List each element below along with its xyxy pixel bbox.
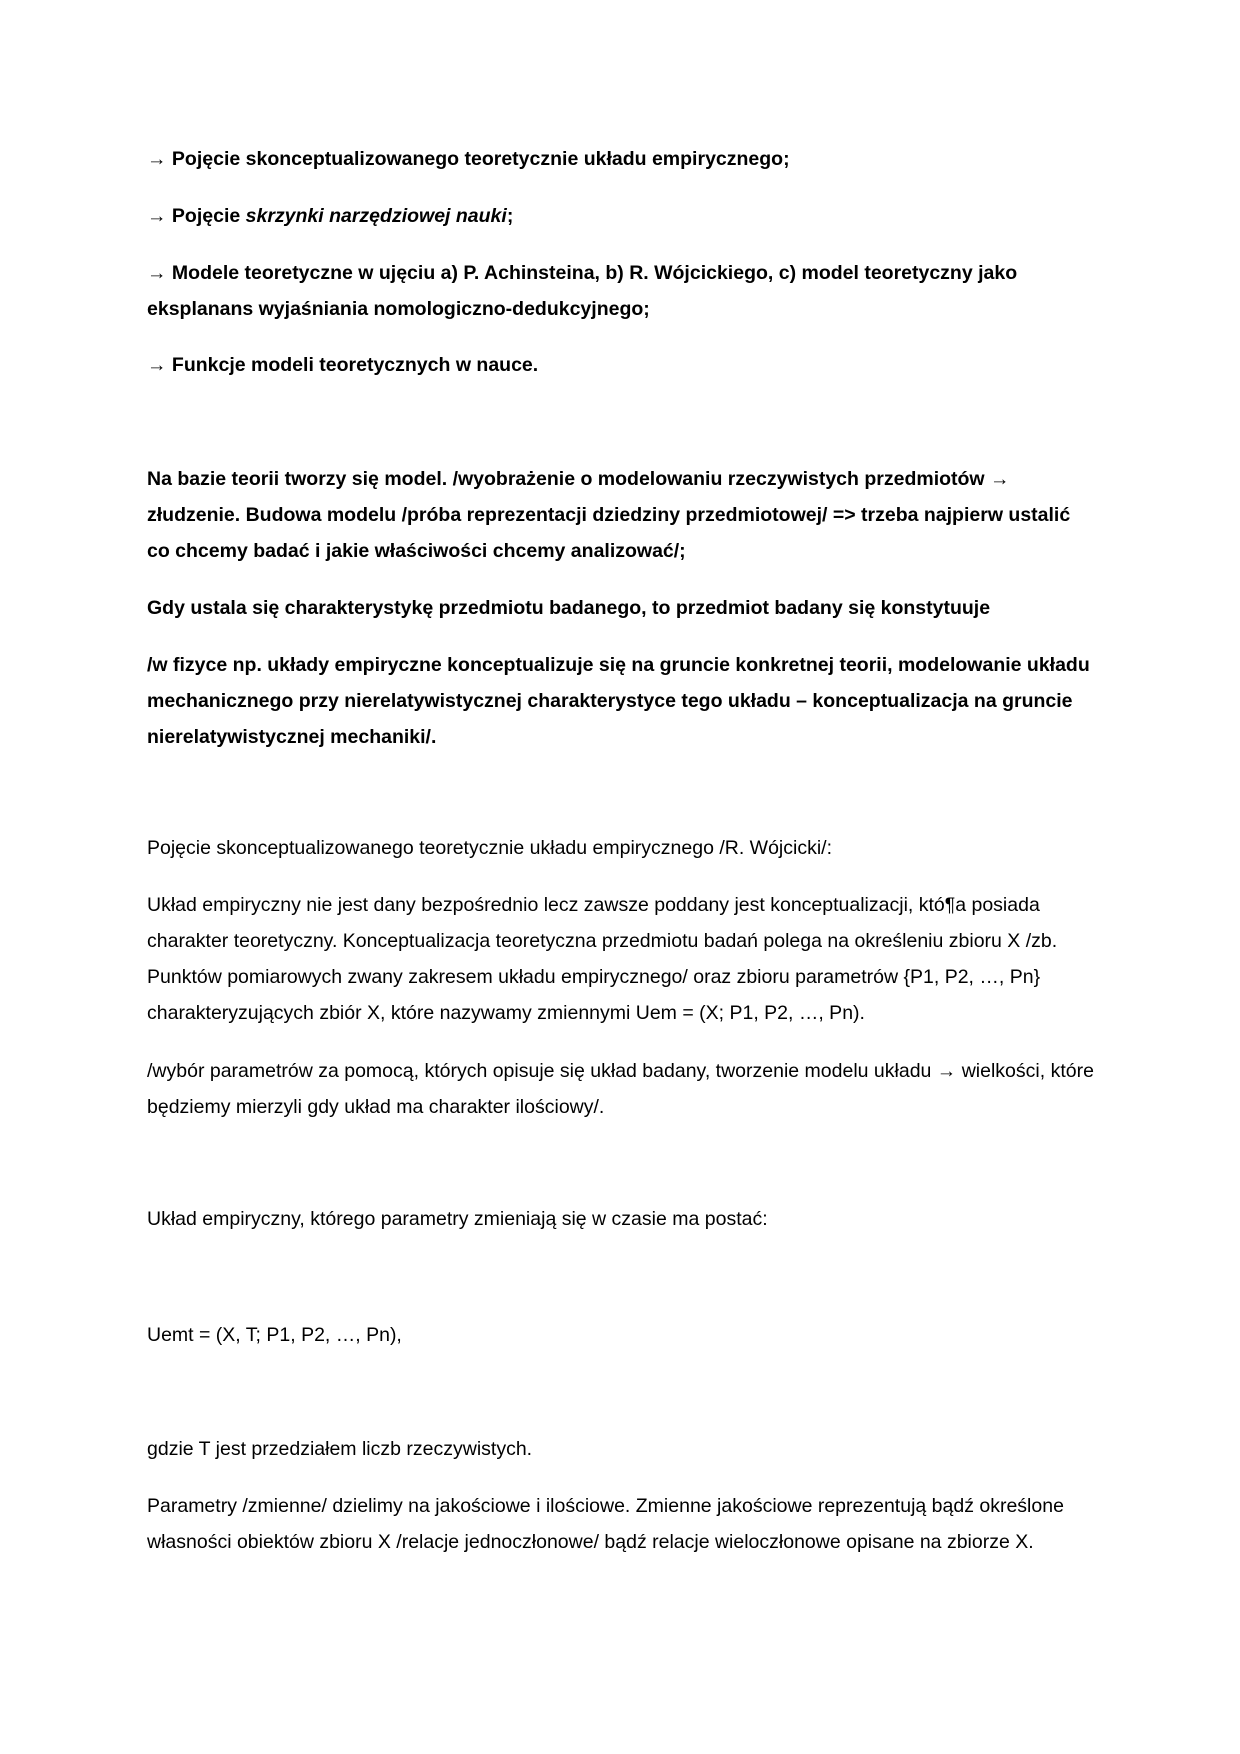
bullet-2-prefix: → Pojęcie [147,205,246,227]
bullet-2-suffix: ; [506,205,514,227]
bullet-4: → Funkcje modeli teoretycznych w nauce. [147,354,539,376]
paragraph-empirical-system: Układ empiryczny nie jest dany bezpośrednio lecz zawsze poddany jest konceptualizacji, któ¶a posiada charakter teoretyczny. Konceptualizacja teoretyczna przedmiotu badań polega na określeniu zbioru X /zb. Punktów pomiarowych zwany zakresem układu empirycznego/ oraz zbioru parametrów {P1, P2, …, Pn} charakteryzujących zbiór X, które nazywamy zmiennymi Uem = (X; P1, P2, …, Pn). [147,894,1058,1024]
paragraph-t-definition: gdzie T jest przedziałem liczb rzeczywistych. [147,1438,533,1460]
bullet-2-italic: skrzynki narzędziowej nauki [245,205,507,227]
formula-uemt: Uemt = (X, T; P1, P2, …, Pn), [147,1324,402,1346]
paragraph-model-basis: Na bazie teorii tworzy się model. /wyobrażenie o modelowaniu rzeczywistych przedmiotów → złudzenie. Budowa modelu /próba reprezentacji dziedziny przedmiotowej/ => trzeba najpierw ustalić co chcemy badać i jakie właściwości chcemy analizować/; [147,468,1071,562]
bullet-1: → Pojęcie skonceptualizowanego teoretycznie układu empirycznego; [147,148,790,170]
bullet-3: → Modele teoretyczne w ujęciu a) P. Achinsteina, b) R. Wójcickiego, c) model teoretyczny jako eksplanans wyjaśniania nomologiczno-dedukcyjnego; [147,262,1018,320]
paragraph-time-system: Układ empiryczny, którego parametry zmieniają się w czasie ma postać: [147,1208,768,1230]
paragraph-parameters-types: Parametry /zmienne/ dzielimy na jakościowe i ilościowe. Zmienne jakościowe reprezentują bądź określone własności obiektów zbioru X /relacje jednoczłonowe/ bądź relacje wieloczłonowe opisane na zbiorze X. [147,1495,1064,1553]
bullet-2 [147,198,1097,234]
paragraph-physics-example: /w fizyce np. układy empiryczne konceptualizuje się na gruncie konkretnej teorii, modelowanie układu mechanicznego przy nierelatywistycznej charakterystyce tego układu – konceptualizacja na gruncie nierelatywistycznej mechaniki/. [147,654,1090,748]
paragraph-characteristics: Gdy ustala się charakterystykę przedmiotu badanego, to przedmiot badany się konstytuuje [147,597,991,619]
paragraph-parameter-choice: /wybór parametrów za pomocą, których opisuje się układ badany, tworzenie modelu układu → wielkości, które będziemy mierzyli gdy układ ma charakter ilościowy/. [147,1060,1094,1118]
paragraph-concept-heading: Pojęcie skonceptualizowanego teoretycznie układu empirycznego /R. Wójcicki/: [147,837,833,859]
